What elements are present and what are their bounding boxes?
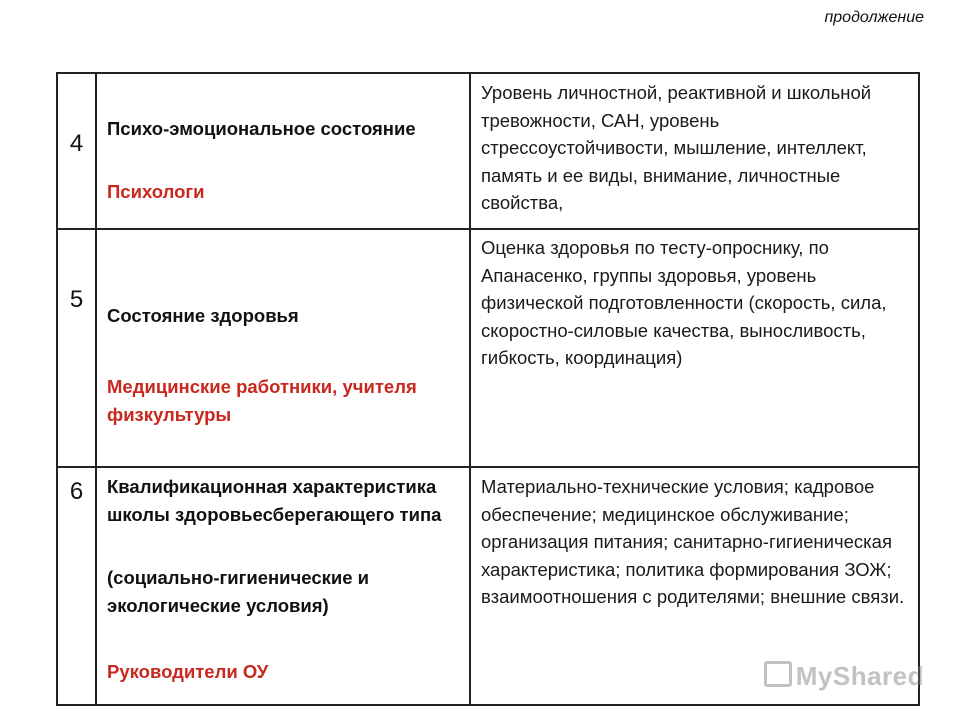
table-row xyxy=(58,74,918,228)
table-row xyxy=(58,228,918,466)
criteria-table xyxy=(56,72,920,706)
indicators-text: Оценка здоровья по тесту-опроснику, по Апанасенко, группы здоровья, уровень физической подготовленности (скорость, сила, скоростно-силовые качества, выносливость, гибкость, координация) xyxy=(481,237,887,368)
watermark-icon xyxy=(764,661,792,687)
row-number: 5 xyxy=(69,286,84,313)
responsible-party: Психологи xyxy=(107,181,205,202)
row-number-cell xyxy=(58,468,97,704)
criterion-title: Психо-эмоциональное состояние xyxy=(107,118,416,139)
watermark-logo xyxy=(764,661,924,692)
criterion-title: Состояние здоровья xyxy=(107,305,299,326)
criterion-cell xyxy=(97,468,471,704)
indicators-cell xyxy=(471,74,918,228)
criterion-cell xyxy=(97,230,471,466)
indicators-text: Материально-технические условия; кадровое обеспечение; медицинское обслуживание; организация питания; санитарно-гигиеническая характеристика; политика формирования ЗОЖ; взаимоотношения с родителями; внешние связи. xyxy=(481,476,905,607)
row-number: 4 xyxy=(69,130,84,157)
row-number: 6 xyxy=(69,478,84,505)
row-number-cell xyxy=(58,74,97,228)
criterion-subtitle: (социально-гигиенические и экологические условия) xyxy=(107,567,370,616)
indicators-text: Уровень личностной, реактивной и школьной тревожности, САН, уровень стрессоустойчивости, мышление, интеллект, память и ее виды, внимание, личностные свойства, xyxy=(481,82,872,213)
continuation-label: продолжение xyxy=(824,9,924,26)
responsible-party: Медицинские работники, учителя физкультуры xyxy=(107,376,417,425)
indicators-cell xyxy=(471,230,918,466)
row-number-cell xyxy=(58,230,97,466)
watermark-text: MyShared xyxy=(795,661,924,691)
criterion-title: Квалификационная характеристика школы здоровьесберегающего типа xyxy=(107,476,442,525)
responsible-party: Руководители ОУ xyxy=(107,661,269,682)
criterion-cell xyxy=(97,74,471,228)
